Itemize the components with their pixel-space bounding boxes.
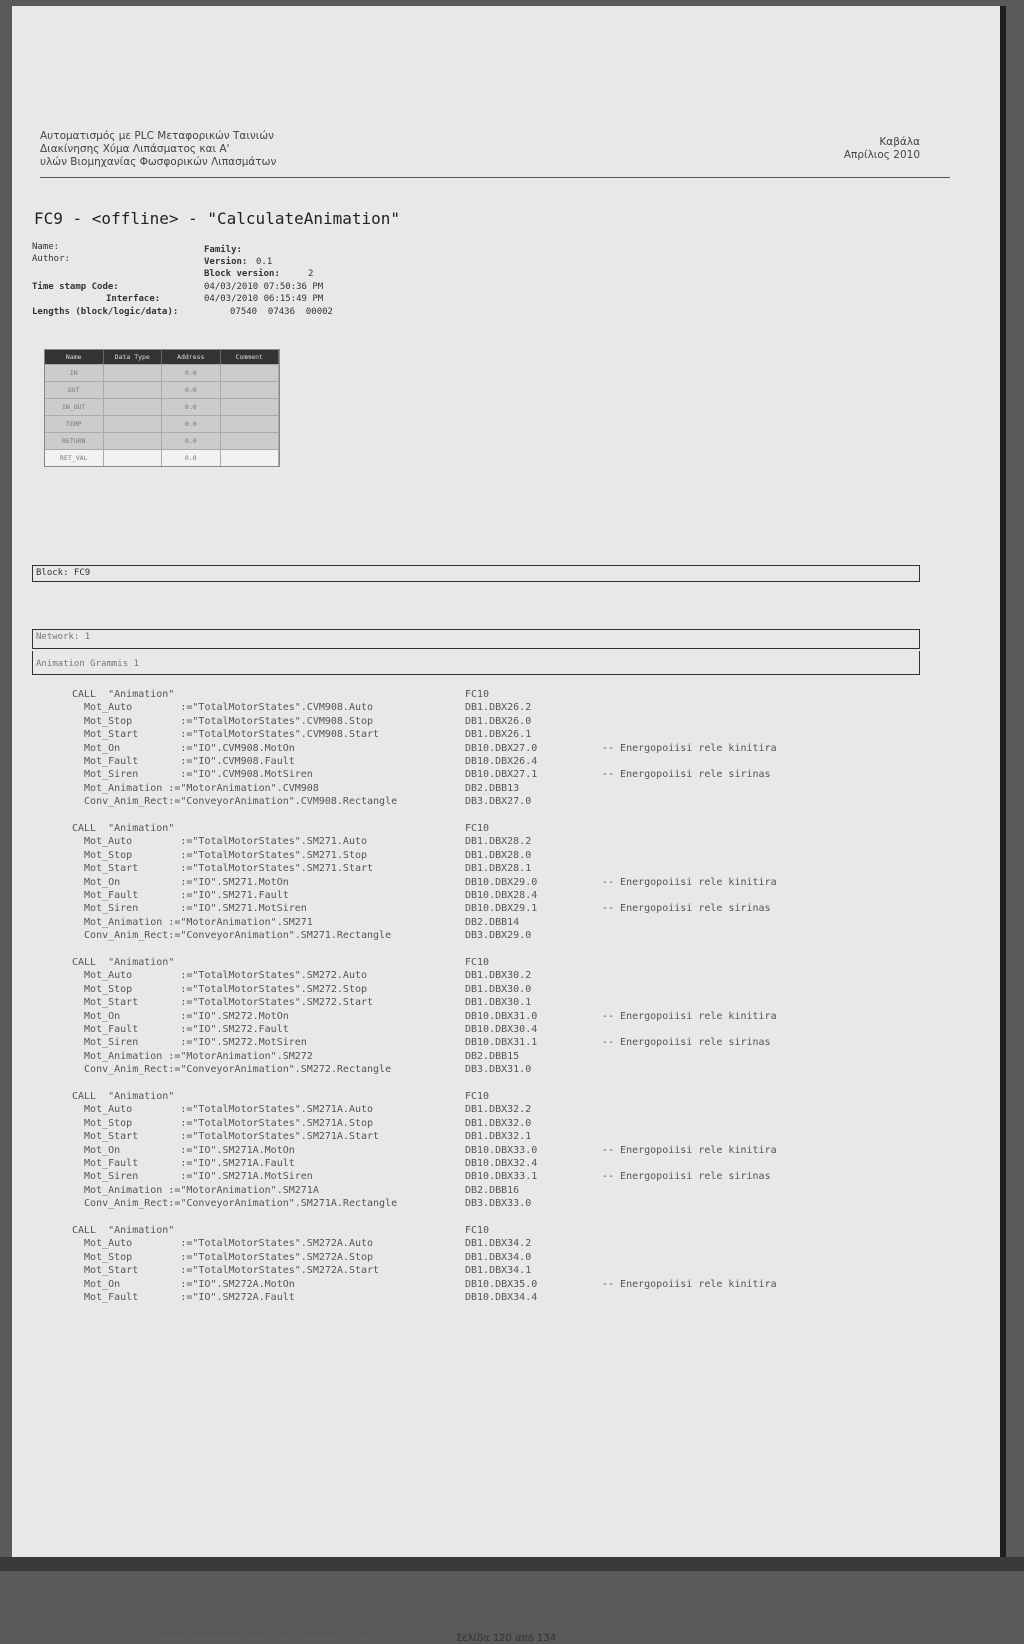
column-header: Name (45, 350, 104, 364)
code-statement: Mot_Siren :="IO".SM272.MotSiren (72, 1037, 307, 1049)
code-address: DB3.DBX29.0 (465, 930, 532, 942)
meta-name-label: Name: (32, 242, 60, 252)
table-cell: IN (45, 365, 104, 381)
table-cell (221, 433, 280, 449)
meta-timestamp-label: Time stamp Code: (32, 282, 119, 292)
code-address: DB10.DBX30.4 (465, 1024, 538, 1035)
table-cell: 0.0 (162, 450, 221, 466)
table-row (45, 449, 279, 466)
header-left (40, 130, 276, 169)
meta-author-label: Author: (32, 254, 70, 264)
meta-interface-label: Interface: (106, 294, 161, 304)
column-header: Comment (221, 350, 280, 364)
code-statement: Conv_Anim_Rect:="ConveyorAnimation".SM271.Rectangle (72, 930, 392, 942)
code-statement: Mot_Stop :="TotalMotorStates".SM271.Stop (72, 849, 368, 861)
meta-timestamp-code: 04/03/2010 07:50:36 PM (204, 282, 324, 292)
code-statement: Mot_Animation :="MotorAnimation".SM272 (72, 1050, 313, 1062)
table-cell (221, 399, 280, 415)
table-cell (221, 382, 280, 398)
code-statement: Mot_Fault :="IO".SM271A.Fault (72, 1158, 295, 1169)
code-address: FC10 (465, 823, 490, 834)
table-cell: 0.0 (162, 433, 221, 449)
code-comment: -- Energopoiisi rele kinitira (602, 1010, 777, 1022)
code-address: DB1.DBX34.2 (465, 1238, 532, 1250)
meta-block-version-value: 2 (308, 269, 314, 279)
table-cell (221, 416, 280, 432)
table-cell: 0.0 (162, 399, 221, 415)
interface-table (44, 349, 280, 467)
code-statement: Mot_Auto :="TotalMotorStates".SM272A.Auto (72, 1238, 374, 1250)
code-address: DB1.DBX30.1 (465, 997, 532, 1009)
code-address: FC10 (465, 1091, 490, 1102)
code-statement: Mot_Siren :="IO".SM271A.MotSiren (72, 1171, 313, 1183)
header-right-line: Απρίλιος 2010 (843, 149, 920, 161)
code-address: DB2.DBB13 (465, 782, 520, 794)
code-address: DB1.DBX30.2 (465, 970, 532, 982)
header-left-line: Αυτοματισμός με PLC Μεταφορικών Ταινιών (40, 130, 274, 142)
code-comment: -- Energopoiisi rele kinitira (602, 1144, 777, 1156)
code-address: FC10 (465, 957, 490, 968)
code-address: DB1.DBX34.1 (465, 1265, 532, 1277)
code-comment: -- Energopoiisi rele sirinas (602, 903, 771, 915)
table-cell (104, 416, 163, 432)
code-statement: Conv_Anim_Rect:="ConveyorAnimation".SM271A.Rectangle (72, 1198, 398, 1210)
meta-family-label: Family: (204, 245, 242, 255)
code-address: DB10.DBX27.0 (465, 742, 538, 754)
code-address: DB10.DBX31.1 (465, 1037, 538, 1049)
code-comment: -- Energopoiisi rele sirinas (602, 1037, 771, 1049)
code-statement: Mot_Auto :="TotalMotorStates".SM271A.Auto (72, 1104, 374, 1116)
table-row (45, 364, 279, 381)
code-statement: Mot_On :="IO".SM271.MotOn (72, 876, 289, 888)
block-label: Block: FC9 (32, 565, 920, 582)
code-address: DB2.DBB14 (465, 916, 520, 928)
code-address: DB1.DBX26.1 (465, 729, 532, 741)
code-statement: Mot_Fault :="IO".SM272A.Fault (72, 1292, 295, 1303)
code-address: DB1.DBX32.0 (465, 1117, 532, 1129)
table-cell: 0.0 (162, 416, 221, 432)
code-comment: -- Energopoiisi rele kinitira (602, 876, 777, 888)
code-address: DB10.DBX33.0 (465, 1144, 538, 1156)
code-statement: Mot_Animation :="MotorAnimation".CVM908 (72, 782, 319, 794)
table-row (45, 381, 279, 398)
code-statement: Mot_Siren :="IO".SM271.MotSiren (72, 903, 307, 915)
code-statement: Mot_Stop :="TotalMotorStates".SM272A.Stop (72, 1251, 374, 1263)
code-address: DB10.DBX29.1 (465, 903, 538, 915)
meta-block-version-label: Block version: (204, 269, 280, 279)
code-address: DB10.DBX27.1 (465, 769, 538, 781)
code-statement: Mot_Fault :="IO".SM272.Fault (72, 1024, 289, 1035)
code-address: DB10.DBX31.0 (465, 1010, 538, 1022)
document-page (12, 6, 1006, 1644)
code-statement: Mot_Animation :="MotorAnimation".SM271 (72, 916, 313, 928)
code-address: DB1.DBX32.1 (465, 1131, 532, 1143)
table-row (45, 432, 279, 449)
code-statement: Mot_Animation :="MotorAnimation".SM271A (72, 1184, 319, 1196)
table-cell: TEMP (45, 416, 104, 432)
code-address: DB1.DBX34.0 (465, 1251, 532, 1263)
table-cell (221, 450, 280, 466)
code-address: FC10 (465, 1225, 490, 1236)
meta-interface-value: 04/03/2010 06:15:49 PM (204, 294, 324, 304)
code-statement: Mot_Start :="TotalMotorStates".SM272.Start (72, 997, 374, 1009)
code-address: DB1.DBX28.2 (465, 836, 532, 848)
code-statement: Mot_On :="IO".SM272.MotOn (72, 1010, 289, 1022)
code-statement: Mot_Start :="TotalMotorStates".SM271A.Start (72, 1131, 380, 1143)
code-address: DB10.DBX35.0 (465, 1278, 538, 1290)
table-cell: RETURN (45, 433, 104, 449)
code-statement: Mot_Stop :="TotalMotorStates".SM271A.Stop (72, 1117, 374, 1129)
header-right (844, 136, 920, 162)
code-address: DB10.DBX26.4 (465, 756, 538, 767)
code-statement: Mot_Stop :="TotalMotorStates".CVM908.Stop (72, 715, 374, 727)
code-statement: CALL "Animation" (72, 823, 175, 834)
table-row (45, 398, 279, 415)
table-cell (104, 450, 163, 466)
code-statement: Mot_On :="IO".SM272A.MotOn (72, 1278, 295, 1290)
code-address: DB10.DBX33.1 (465, 1171, 538, 1183)
code-address: DB10.DBX34.4 (465, 1292, 538, 1303)
code-address: DB3.DBX27.0 (465, 796, 532, 808)
table-cell: 0.0 (162, 382, 221, 398)
code-comment: -- Energopoiisi rele kinitira (602, 742, 777, 754)
code-statement: Conv_Anim_Rect:="ConveyorAnimation".CVM908.Rectangle (72, 796, 398, 808)
code-statement: Mot_Start :="TotalMotorStates".CVM908.Start (72, 729, 380, 741)
code-address: DB10.DBX29.0 (465, 876, 538, 888)
scan-frame-bottom (0, 1557, 1024, 1571)
network-label: Network: 1 (32, 629, 920, 649)
code-address: DB3.DBX33.0 (465, 1198, 532, 1210)
code-address: DB10.DBX32.4 (465, 1158, 538, 1169)
code-statement: Mot_Start :="TotalMotorStates".SM272A.Start (72, 1265, 380, 1277)
meta-lengths-value: 07540 07436 00002 (230, 307, 333, 317)
code-address: DB3.DBX31.0 (465, 1064, 532, 1076)
code-statement: Mot_Stop :="TotalMotorStates".SM272.Stop (72, 983, 368, 995)
header-right-line: Καβάλα (879, 136, 920, 148)
column-header: Data Type (104, 350, 163, 364)
table-cell: OUT (45, 382, 104, 398)
table-row (45, 415, 279, 432)
table-cell (104, 365, 163, 381)
table-cell: IN_OUT (45, 399, 104, 415)
code-statement: Mot_Auto :="TotalMotorStates".CVM908.Auto (72, 702, 374, 714)
code-address: DB2.DBB15 (465, 1050, 520, 1062)
code-statement: Mot_On :="IO".SM271A.MotOn (72, 1144, 295, 1156)
code-address: DB10.DBX28.4 (465, 890, 538, 901)
code-address: DB2.DBB16 (465, 1184, 520, 1196)
interface-table-header (45, 350, 279, 364)
block-title: FC9 - <offline> - "CalculateAnimation" (34, 209, 401, 228)
meta-lengths-label: Lengths (block/logic/data): (32, 307, 179, 317)
header-left-line: υλών Βιομηχανίας Φωσφορικών Λιπασμάτων (40, 156, 277, 168)
header-rule (40, 177, 950, 178)
code-address: DB1.DBX32.2 (465, 1104, 532, 1116)
code-statement: CALL "Animation" (72, 1091, 175, 1102)
table-cell: RET_VAL (45, 450, 104, 466)
column-header: Address (162, 350, 221, 364)
code-comment: -- Energopoiisi rele sirinas (602, 769, 771, 781)
code-statement: Mot_Siren :="IO".CVM908.MotSiren (72, 769, 313, 781)
code-statement: CALL "Animation" (72, 1225, 175, 1236)
code-comment: -- Energopoiisi rele sirinas (602, 1171, 771, 1183)
code-address: DB1.DBX26.0 (465, 715, 532, 727)
table-cell: 0.0 (162, 365, 221, 381)
table-cell (104, 399, 163, 415)
code-statement: CALL "Animation" (72, 689, 175, 700)
code-statement: Conv_Anim_Rect:="ConveyorAnimation".SM272.Rectangle (72, 1064, 392, 1076)
network-title: Animation Grammis 1 (32, 651, 920, 675)
code-address: FC10 (465, 689, 490, 700)
header-left-line: Διακίνησης Χύμα Λιπάσματος και Α' (40, 143, 230, 155)
table-cell (104, 433, 163, 449)
code-address: DB1.DBX28.0 (465, 849, 532, 861)
meta-version-value: 0.1 (256, 257, 273, 267)
code-statement: Mot_Auto :="TotalMotorStates".SM271.Auto (72, 836, 368, 848)
table-cell (104, 382, 163, 398)
table-cell (221, 365, 280, 381)
page-number: Σελίδα 120 από 134 (455, 1633, 557, 1644)
code-statement: CALL "Animation" (72, 957, 175, 968)
code-address: DB1.DBX26.2 (465, 702, 532, 714)
code-address: DB1.DBX30.0 (465, 983, 532, 995)
code-address: DB1.DBX28.1 (465, 863, 532, 875)
code-statement: Mot_On :="IO".CVM908.MotOn (72, 742, 295, 754)
code-statement: Mot_Fault :="IO".CVM908.Fault (72, 756, 295, 767)
code-statement: Mot_Start :="TotalMotorStates".SM271.Start (72, 863, 374, 875)
code-comment: -- Energopoiisi rele kinitira (602, 1278, 777, 1290)
code-statement: Mot_Fault :="IO".SM271.Fault (72, 890, 289, 901)
code-statement: Mot_Auto :="TotalMotorStates".SM272.Auto (72, 970, 368, 982)
meta-version-label: Version: (204, 257, 248, 267)
